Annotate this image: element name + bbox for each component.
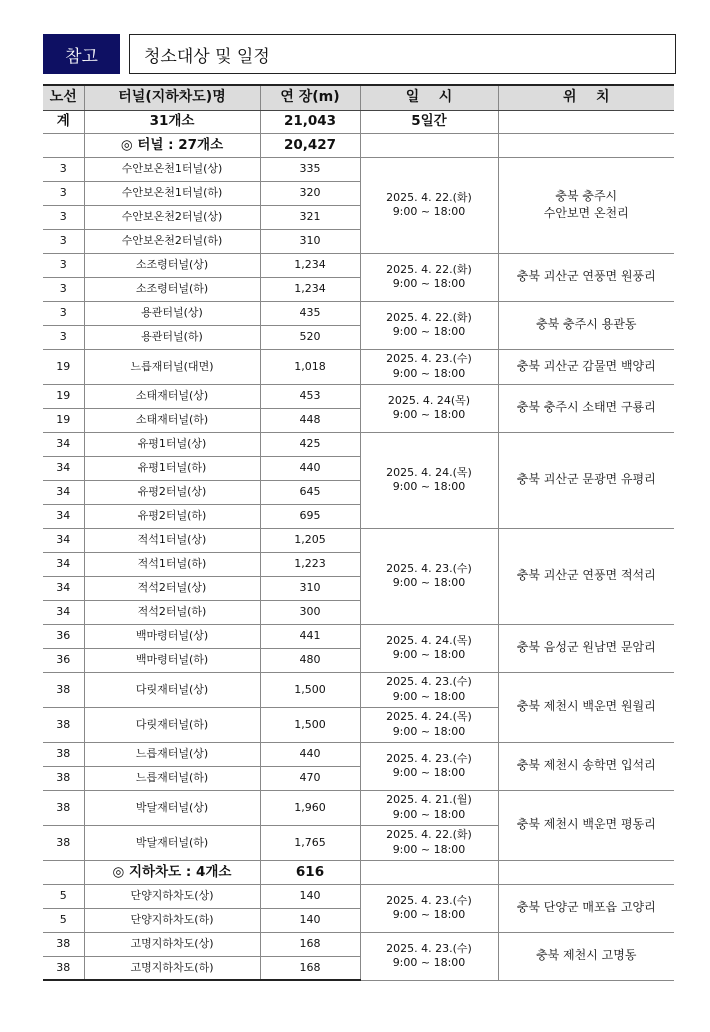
name-cell: 단양지하차도(상) [84,884,260,908]
reference-header [43,34,676,74]
schedule-date: 2025. 4. 23.(수) [386,675,472,689]
length-cell: 140 [260,908,360,932]
schedule-date: 2025. 4. 23.(수) [386,561,472,575]
schedule-date: 2025. 4. 23.(수) [386,751,472,765]
name-cell: 수안보온천2터널(상) [84,205,260,229]
route-cell: 38 [43,766,84,790]
route-cell: 38 [43,707,84,742]
name-cell: 백마령터널(하) [84,648,260,672]
length-cell: 441 [260,624,360,648]
table-row [43,528,674,552]
schedule-time: 9:00 ~ 18:00 [392,648,466,661]
name-cell: 느릅재터널(하) [84,766,260,790]
schedule-time: 9:00 ~ 18:00 [392,807,466,821]
schedule-date: 2025. 4. 24.(목) [386,633,472,647]
name-cell: 적석1터널(상) [84,528,260,552]
route-cell: 38 [43,790,84,825]
length-cell: 1,234 [260,253,360,277]
underpass-section-label: ◎ 지하차도 : 4개소 [84,860,260,884]
name-cell: 적석2터널(하) [84,600,260,624]
schedule-date: 2025. 4. 24.(목) [386,465,472,479]
name-cell: 느릅재터널(상) [84,742,260,766]
schedule-time: 9:00 ~ 18:00 [392,325,466,338]
schedule-date: 2025. 4. 22.(화) [386,190,472,204]
table-row [43,624,674,648]
table-row [43,672,674,707]
underpass-section-length: 616 [260,860,360,884]
name-cell: 적석2터널(상) [84,576,260,600]
table-row [43,349,674,384]
name-cell: 수안보온천1터널(하) [84,181,260,205]
length-cell: 470 [260,766,360,790]
location-cell [498,157,674,253]
location-cell: 충북 제천시 고명동 [498,932,674,980]
schedule-time: 9:00 ~ 18:00 [392,480,466,493]
schedule-time: 9:00 ~ 18:00 [392,277,466,290]
name-cell: 유평2터널(하) [84,504,260,528]
total-row [43,110,674,133]
location-cell: 충북 단양군 매포읍 고양리 [498,884,674,932]
length-cell: 1,500 [260,707,360,742]
location-cell: 충북 충주시 용관동 [498,301,674,349]
route-cell: 34 [43,480,84,504]
page-title: 청소대상 및 일정 [129,34,676,74]
location-cell: 충북 제천시 송학면 입석리 [498,742,674,790]
route-cell: 3 [43,229,84,253]
name-cell: 유평1터널(상) [84,432,260,456]
length-cell: 645 [260,480,360,504]
name-cell: 단양지하차도(하) [84,908,260,932]
schedule-cell [360,301,498,349]
name-cell: 용관터널(상) [84,301,260,325]
length-cell: 1,223 [260,552,360,576]
name-cell: 유평2터널(상) [84,480,260,504]
table-row [43,932,674,956]
location-cell: 충북 충주시 소태면 구룡리 [498,384,674,432]
schedule-cell [360,884,498,932]
total-period: 5일간 [360,110,498,133]
schedule-date: 2025. 4. 22.(화) [386,310,472,324]
name-cell: 백마령터널(상) [84,624,260,648]
route-cell: 36 [43,624,84,648]
length-cell: 435 [260,301,360,325]
table-row [43,384,674,408]
route-cell: 34 [43,600,84,624]
table-row [43,790,674,825]
col-header-datetime: 일 시 [360,85,498,110]
length-cell: 168 [260,956,360,980]
route-cell: 34 [43,528,84,552]
route-cell: 3 [43,277,84,301]
col-header-length: 연 장(m) [260,85,360,110]
col-header-location: 위 치 [498,85,674,110]
route-cell: 34 [43,552,84,576]
length-cell: 453 [260,384,360,408]
route-cell: 3 [43,157,84,181]
length-cell: 300 [260,600,360,624]
name-cell: 적석1터널(하) [84,552,260,576]
route-cell: 38 [43,956,84,980]
length-cell: 1,500 [260,672,360,707]
cleaning-schedule-table [43,84,674,981]
location-cell: 충북 괴산군 문광면 유평리 [498,432,674,528]
schedule-date: 2025. 4. 24(목) [387,393,471,407]
schedule-date: 2025. 4. 22.(화) [386,262,472,276]
name-cell: 다릿재터널(상) [84,672,260,707]
length-cell: 1,765 [260,825,360,860]
schedule-cell [360,707,498,742]
length-cell: 140 [260,884,360,908]
name-cell: 고명지하차도(상) [84,932,260,956]
name-cell: 고명지하차도(하) [84,956,260,980]
schedule-time: 9:00 ~ 18:00 [392,408,466,421]
route-cell: 36 [43,648,84,672]
length-cell: 440 [260,742,360,766]
location-cell: 충북 괴산군 감물면 백양리 [498,349,674,384]
location-cell: 충북 제천시 백운면 평동리 [498,790,674,860]
location-cell: 충북 괴산군 연풍면 적석리 [498,528,674,624]
col-header-name: 터널(지하차도)명 [84,85,260,110]
name-cell: 박달재터널(하) [84,825,260,860]
table-row [43,253,674,277]
length-cell: 1,960 [260,790,360,825]
route-cell: 3 [43,181,84,205]
length-cell: 448 [260,408,360,432]
route-cell: 19 [43,349,84,384]
tunnel-section-length: 20,427 [260,133,360,157]
schedule-time: 9:00 ~ 18:00 [392,576,466,589]
table-row [43,157,674,181]
location-line: 충북 충주시 [555,188,618,203]
schedule-date: 2025. 4. 24.(목) [386,710,472,724]
schedule-cell [360,432,498,528]
table-row [43,432,674,456]
schedule-cell [360,253,498,301]
schedule-time: 9:00 ~ 18:00 [392,689,466,703]
route-cell: 5 [43,908,84,932]
table-row [43,742,674,766]
name-cell: 소조령터널(상) [84,253,260,277]
schedule-cell [360,672,498,707]
length-cell: 1,234 [260,277,360,301]
name-cell: 박달재터널(상) [84,790,260,825]
route-cell: 38 [43,825,84,860]
name-cell: 다릿재터널(하) [84,707,260,742]
route-cell: 3 [43,325,84,349]
schedule-date: 2025. 4. 23.(수) [386,352,472,366]
name-cell: 소조령터널(하) [84,277,260,301]
schedule-cell [360,624,498,672]
route-cell: 3 [43,253,84,277]
route-cell: 3 [43,205,84,229]
route-cell: 34 [43,432,84,456]
name-cell: 소태재터널(상) [84,384,260,408]
length-cell: 320 [260,181,360,205]
schedule-date: 2025. 4. 21.(월) [386,793,472,807]
route-cell: 19 [43,384,84,408]
schedule-time: 9:00 ~ 18:00 [392,366,466,380]
length-cell: 168 [260,932,360,956]
tunnel-section-row [43,133,674,157]
tunnel-section-label: ◎ 터널 : 27개소 [84,133,260,157]
name-cell: 수안보온천1터널(상) [84,157,260,181]
name-cell: 용관터널(하) [84,325,260,349]
length-cell: 480 [260,648,360,672]
length-cell: 335 [260,157,360,181]
route-cell: 38 [43,932,84,956]
table-header-row [43,85,674,110]
col-header-route: 노선 [43,85,84,110]
reference-tag: 참고 [43,34,120,74]
underpass-section-row [43,860,674,884]
length-cell: 321 [260,205,360,229]
schedule-cell [360,825,498,860]
route-cell: 3 [43,301,84,325]
route-cell: 38 [43,672,84,707]
schedule-time: 9:00 ~ 18:00 [392,766,466,779]
total-length: 21,043 [260,110,360,133]
schedule-cell [360,932,498,980]
route-cell: 19 [43,408,84,432]
length-cell: 520 [260,325,360,349]
location-line: 수안보면 온천리 [543,206,629,220]
total-label: 계 [43,110,84,133]
total-count: 31개소 [84,110,260,133]
table-row [43,301,674,325]
length-cell: 1,205 [260,528,360,552]
location-cell: 충북 제천시 백운면 원월리 [498,672,674,742]
length-cell: 1,018 [260,349,360,384]
route-cell: 34 [43,456,84,480]
name-cell: 느릅재터널(대면) [84,349,260,384]
length-cell: 310 [260,576,360,600]
schedule-cell [360,528,498,624]
schedule-date: 2025. 4. 23.(수) [386,941,472,955]
schedule-cell [360,742,498,790]
schedule-time: 9:00 ~ 18:00 [392,205,466,218]
name-cell: 유평1터널(하) [84,456,260,480]
schedule-cell [360,790,498,825]
route-cell: 38 [43,742,84,766]
schedule-cell [360,384,498,432]
location-cell: 충북 괴산군 연풍면 원풍리 [498,253,674,301]
schedule-cell [360,349,498,384]
schedule-date: 2025. 4. 22.(화) [386,828,472,842]
name-cell: 수안보온천2터널(하) [84,229,260,253]
table-row [43,884,674,908]
length-cell: 695 [260,504,360,528]
schedule-time: 9:00 ~ 18:00 [392,908,466,921]
schedule-cell [360,157,498,253]
route-cell: 5 [43,884,84,908]
length-cell: 310 [260,229,360,253]
schedule-time: 9:00 ~ 18:00 [392,956,466,969]
name-cell: 소태재터널(하) [84,408,260,432]
schedule-time: 9:00 ~ 18:00 [392,842,466,856]
length-cell: 440 [260,456,360,480]
schedule-time: 9:00 ~ 18:00 [392,724,466,738]
length-cell: 425 [260,432,360,456]
schedule-date: 2025. 4. 23.(수) [386,893,472,907]
location-cell: 충북 음성군 원남면 문암리 [498,624,674,672]
route-cell: 34 [43,576,84,600]
route-cell: 34 [43,504,84,528]
total-empty [498,110,674,133]
